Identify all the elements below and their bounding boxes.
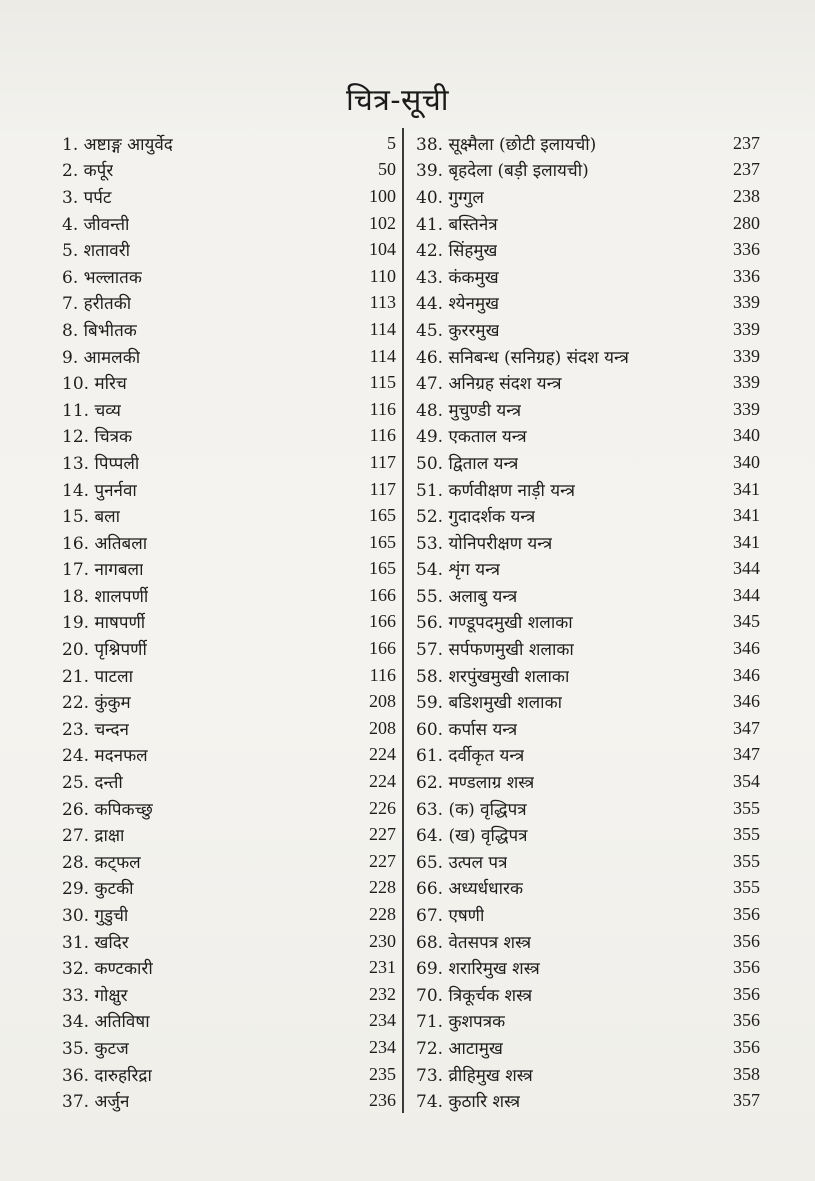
list-item xyxy=(62,795,396,822)
page-number: 228 xyxy=(369,904,396,925)
figure-name: 63. (क) वृद्धिपत्र xyxy=(416,799,527,820)
list-item xyxy=(62,449,396,476)
page-number: 356 xyxy=(733,1010,760,1031)
figure-name: 60. कर्पास यन्त्र xyxy=(416,719,518,740)
list-item xyxy=(416,901,760,928)
figure-name: 18. शालपर्णी xyxy=(62,586,149,607)
page-number: 344 xyxy=(733,584,760,605)
page-number: 166 xyxy=(369,611,396,632)
list-item xyxy=(416,635,760,662)
page-number: 208 xyxy=(369,717,396,738)
list-item xyxy=(62,316,396,343)
figure-name: 66. अध्यर्धधारक xyxy=(416,879,524,900)
list-item xyxy=(416,236,760,263)
list-item xyxy=(416,795,760,822)
list-item xyxy=(62,343,396,370)
figure-name: 19. माषपर्णी xyxy=(62,613,146,634)
page-number: 341 xyxy=(733,531,760,552)
figure-name: 38. सूक्ष्मैला (छोटी इलायची) xyxy=(416,134,597,155)
figure-name: 47. अनिग्रह संदश यन्त्र xyxy=(416,374,562,395)
page-number: 237 xyxy=(733,132,760,153)
list-item xyxy=(62,236,396,263)
figure-name: 3. पर्पट xyxy=(62,187,112,208)
page-number: 355 xyxy=(733,824,760,845)
figure-name: 24. मदनफल xyxy=(62,746,148,767)
page-number: 102 xyxy=(369,212,396,233)
list-item xyxy=(62,688,396,715)
figure-name: 28. कट्फल xyxy=(62,852,141,873)
page-number: 347 xyxy=(733,744,760,765)
figure-name: 50. द्विताल यन्त्र xyxy=(416,453,519,474)
list-item xyxy=(416,954,760,981)
page-number: 341 xyxy=(733,505,760,526)
figure-name: 71. कुशपत्रक xyxy=(416,1012,506,1033)
figure-name: 12. चित्रक xyxy=(62,427,133,448)
list-item xyxy=(416,1061,760,1088)
figure-name: 69. शरारिमुख शस्त्र xyxy=(416,959,540,980)
list-item xyxy=(416,981,760,1008)
figure-name: 46. सनिबन्ध (सनिग्रह) संदश यन्त्र xyxy=(416,347,629,368)
figure-name: 56. गण्डूपदमुखी शलाका xyxy=(416,613,573,634)
list-item xyxy=(62,369,396,396)
figure-name: 64. (ख) वृद्धिपत्र xyxy=(416,826,528,847)
list-item xyxy=(416,343,760,370)
page-title-text: चित्र-सूची xyxy=(345,83,450,118)
page-number: 339 xyxy=(733,292,760,313)
list-item xyxy=(62,742,396,769)
list-item xyxy=(416,210,760,237)
figure-name: 55. अलाबु यन्त्र xyxy=(416,586,518,607)
list-item xyxy=(416,449,760,476)
list-item xyxy=(416,183,760,210)
list-item xyxy=(62,768,396,795)
figure-name: 58. शरपुंखमुखी शलाका xyxy=(416,666,570,687)
page-number: 100 xyxy=(369,185,396,206)
page-number: 115 xyxy=(369,372,396,393)
page-number: 116 xyxy=(369,664,396,685)
list-item xyxy=(416,476,760,503)
figure-name: 16. अतिबला xyxy=(62,533,148,554)
list-item xyxy=(62,901,396,928)
page-number: 227 xyxy=(369,824,396,845)
figure-name: 22. कुंकुम xyxy=(62,693,131,714)
page-number: 238 xyxy=(733,185,760,206)
list-item xyxy=(416,396,760,423)
list-item xyxy=(416,1034,760,1061)
page-number: 355 xyxy=(733,877,760,898)
page-number: 344 xyxy=(733,558,760,579)
page-number: 339 xyxy=(733,398,760,419)
page-number: 208 xyxy=(369,691,396,712)
figure-name: 5. शतावरी xyxy=(62,241,131,262)
list-item xyxy=(416,662,760,689)
list-item xyxy=(62,875,396,902)
page-number: 226 xyxy=(369,797,396,818)
list-item xyxy=(62,396,396,423)
figure-name: 25. दन्ती xyxy=(62,773,123,794)
list-item xyxy=(416,582,760,609)
page-number: 165 xyxy=(369,531,396,552)
list-item xyxy=(416,768,760,795)
list-item xyxy=(416,928,760,955)
list-item xyxy=(62,210,396,237)
page-number: 166 xyxy=(369,638,396,659)
page-number: 234 xyxy=(369,1010,396,1031)
list-item xyxy=(416,556,760,583)
figure-name: 34. अतिविषा xyxy=(62,1012,150,1033)
page-number: 165 xyxy=(369,558,396,579)
page-number: 346 xyxy=(733,638,760,659)
figure-name: 13. पिप्पली xyxy=(62,453,140,474)
page-number: 227 xyxy=(369,850,396,871)
figure-name: 40. गुग्गुल xyxy=(416,187,484,208)
page-number: 235 xyxy=(369,1063,396,1084)
figure-name: 57. सर्पफणमुखी शलाका xyxy=(416,640,574,661)
page-number: 232 xyxy=(369,983,396,1004)
list-item xyxy=(416,848,760,875)
page-number: 224 xyxy=(369,771,396,792)
figure-name: 44. श्येनमुख xyxy=(416,294,500,315)
list-item xyxy=(62,183,396,210)
list-item xyxy=(416,369,760,396)
list-item xyxy=(416,529,760,556)
list-item xyxy=(62,157,396,184)
figure-name: 35. कुटज xyxy=(62,1038,129,1059)
page-number: 336 xyxy=(733,239,760,260)
page-number: 230 xyxy=(369,930,396,951)
list-item xyxy=(62,662,396,689)
figure-name: 6. भल्लातक xyxy=(62,267,142,288)
list-item xyxy=(62,1087,396,1114)
page-title xyxy=(0,78,815,119)
list-item xyxy=(62,290,396,317)
list-item xyxy=(416,130,760,157)
list-item xyxy=(416,157,760,184)
page-number: 224 xyxy=(369,744,396,765)
figure-name: 67. एषणी xyxy=(416,906,485,927)
list-item xyxy=(62,928,396,955)
figure-name: 23. चन्दन xyxy=(62,719,129,740)
list-item xyxy=(62,529,396,556)
figure-name: 70. त्रिकूर्चक शस्त्र xyxy=(416,985,533,1006)
list-item xyxy=(416,502,760,529)
figure-list-right xyxy=(416,130,760,1114)
figure-name: 11. चव्य xyxy=(62,400,121,421)
list-item xyxy=(62,502,396,529)
figure-name: 74. कुठारि शस्त्र xyxy=(416,1092,521,1113)
figure-name: 31. खदिर xyxy=(62,932,129,953)
figure-name: 30. गुडुची xyxy=(62,906,129,927)
figure-name: 49. एकताल यन्त्र xyxy=(416,427,527,448)
list-item xyxy=(62,635,396,662)
page-number: 116 xyxy=(369,398,396,419)
figure-name: 52. गुदादर्शक यन्त्र xyxy=(416,507,536,528)
list-item xyxy=(416,316,760,343)
figure-name: 7. हरीतकी xyxy=(62,294,132,315)
figure-name: 54. शृंग यन्त्र xyxy=(416,560,501,581)
page-number: 345 xyxy=(733,611,760,632)
figure-name: 41. बस्तिनेत्र xyxy=(416,214,498,235)
figure-name: 42. सिंहमुख xyxy=(416,241,498,262)
list-item xyxy=(416,263,760,290)
list-item xyxy=(416,688,760,715)
figure-name: 26. कपिकच्छु xyxy=(62,799,153,820)
page-number: 339 xyxy=(733,318,760,339)
page-number: 358 xyxy=(733,1063,760,1084)
figure-name: 72. आटामुख xyxy=(416,1038,503,1059)
list-item xyxy=(62,848,396,875)
list-item xyxy=(62,582,396,609)
page-number: 114 xyxy=(369,345,396,366)
page-number: 110 xyxy=(369,265,396,286)
page-number: 354 xyxy=(733,771,760,792)
list-item xyxy=(416,609,760,636)
page-number: 356 xyxy=(733,957,760,978)
figure-name: 14. पुनर्नवा xyxy=(62,480,137,501)
page-number: 355 xyxy=(733,797,760,818)
figure-name: 51. कर्णवीक्षण नाड़ी यन्त्र xyxy=(416,480,576,501)
page-number: 113 xyxy=(369,292,396,313)
figure-name: 8. बिभीतक xyxy=(62,320,137,341)
list-item xyxy=(62,556,396,583)
figure-name: 32. कण्टकारी xyxy=(62,959,153,980)
page-number: 339 xyxy=(733,372,760,393)
page-number: 50 xyxy=(378,159,396,180)
page-number: 341 xyxy=(733,478,760,499)
list-item xyxy=(62,1034,396,1061)
figure-name: 27. द्राक्षा xyxy=(62,826,125,847)
page-number: 165 xyxy=(369,505,396,526)
figure-name: 9. आमलकी xyxy=(62,347,141,368)
page-number: 237 xyxy=(733,159,760,180)
page-number: 356 xyxy=(733,930,760,951)
figure-name: 21. पाटला xyxy=(62,666,133,687)
figure-name: 48. मुचुण्डी यन्त्र xyxy=(416,400,522,421)
list-item xyxy=(416,821,760,848)
figure-name: 68. वेतसपत्र शस्त्र xyxy=(416,932,532,953)
figure-name: 53. योनिपरीक्षण यन्त्र xyxy=(416,533,553,554)
figure-name: 65. उत्पल पत्र xyxy=(416,852,508,873)
page-number: 117 xyxy=(369,451,396,472)
list-item xyxy=(62,609,396,636)
figure-name: 43. कंकमुख xyxy=(416,267,499,288)
page-number: 114 xyxy=(369,318,396,339)
figure-name: 10. मरिच xyxy=(62,374,127,395)
list-item xyxy=(62,1061,396,1088)
page-number: 356 xyxy=(733,904,760,925)
list-item xyxy=(62,981,396,1008)
page-number: 117 xyxy=(369,478,396,499)
figure-name: 39. बृहदेला (बड़ी इलायची) xyxy=(416,161,589,182)
figure-name: 59. बडिशमुखी शलाका xyxy=(416,693,563,714)
list-item xyxy=(62,130,396,157)
page-number: 340 xyxy=(733,425,760,446)
page-number: 116 xyxy=(369,425,396,446)
page-number: 356 xyxy=(733,983,760,1004)
list-item xyxy=(416,1008,760,1035)
page-number: 231 xyxy=(369,957,396,978)
page-number: 166 xyxy=(369,584,396,605)
page-number: 280 xyxy=(733,212,760,233)
page-number: 336 xyxy=(733,265,760,286)
page-number: 234 xyxy=(369,1036,396,1057)
figure-name: 33. गोक्षुर xyxy=(62,985,128,1006)
list-item xyxy=(416,423,760,450)
figure-name: 61. दर्वीकृत यन्त्र xyxy=(416,746,525,767)
page-number: 236 xyxy=(369,1090,396,1111)
list-item xyxy=(62,821,396,848)
list-item xyxy=(62,715,396,742)
figure-name: 62. मण्डलाग्र शस्त्र xyxy=(416,773,535,794)
figure-name: 29. कुटकी xyxy=(62,879,134,900)
figure-name: 20. पृश्निपर्णी xyxy=(62,640,147,661)
figure-name: 17. नागबला xyxy=(62,560,144,581)
page-number: 347 xyxy=(733,717,760,738)
list-item xyxy=(416,290,760,317)
figure-name: 2. कर्पूर xyxy=(62,161,114,182)
figure-name: 4. जीवन्ती xyxy=(62,214,130,235)
list-item xyxy=(416,715,760,742)
figure-name: 73. व्रीहिमुख शस्त्र xyxy=(416,1065,533,1086)
list-item xyxy=(416,875,760,902)
figure-name: 37. अर्जुन xyxy=(62,1092,130,1113)
list-item xyxy=(62,954,396,981)
page-number: 346 xyxy=(733,691,760,712)
list-item xyxy=(62,476,396,503)
page-number: 339 xyxy=(733,345,760,366)
page-number: 5 xyxy=(387,132,396,153)
list-item xyxy=(416,1087,760,1114)
list-item xyxy=(416,742,760,769)
list-item xyxy=(62,263,396,290)
figure-name: 45. कुररमुख xyxy=(416,320,500,341)
list-item xyxy=(62,1008,396,1035)
figure-name: 15. बला xyxy=(62,507,121,528)
column-divider xyxy=(402,128,404,1113)
figure-list-left xyxy=(62,130,396,1114)
page-number: 340 xyxy=(733,451,760,472)
page-number: 356 xyxy=(733,1036,760,1057)
page-number: 357 xyxy=(733,1090,760,1111)
figure-name: 36. दारुहरिद्रा xyxy=(62,1065,152,1086)
figure-name: 1. अष्टाङ्ग आयुर्वेद xyxy=(62,134,173,155)
list-item xyxy=(62,423,396,450)
page-number: 104 xyxy=(369,239,396,260)
page-number: 346 xyxy=(733,664,760,685)
page-number: 228 xyxy=(369,877,396,898)
page-number: 355 xyxy=(733,850,760,871)
